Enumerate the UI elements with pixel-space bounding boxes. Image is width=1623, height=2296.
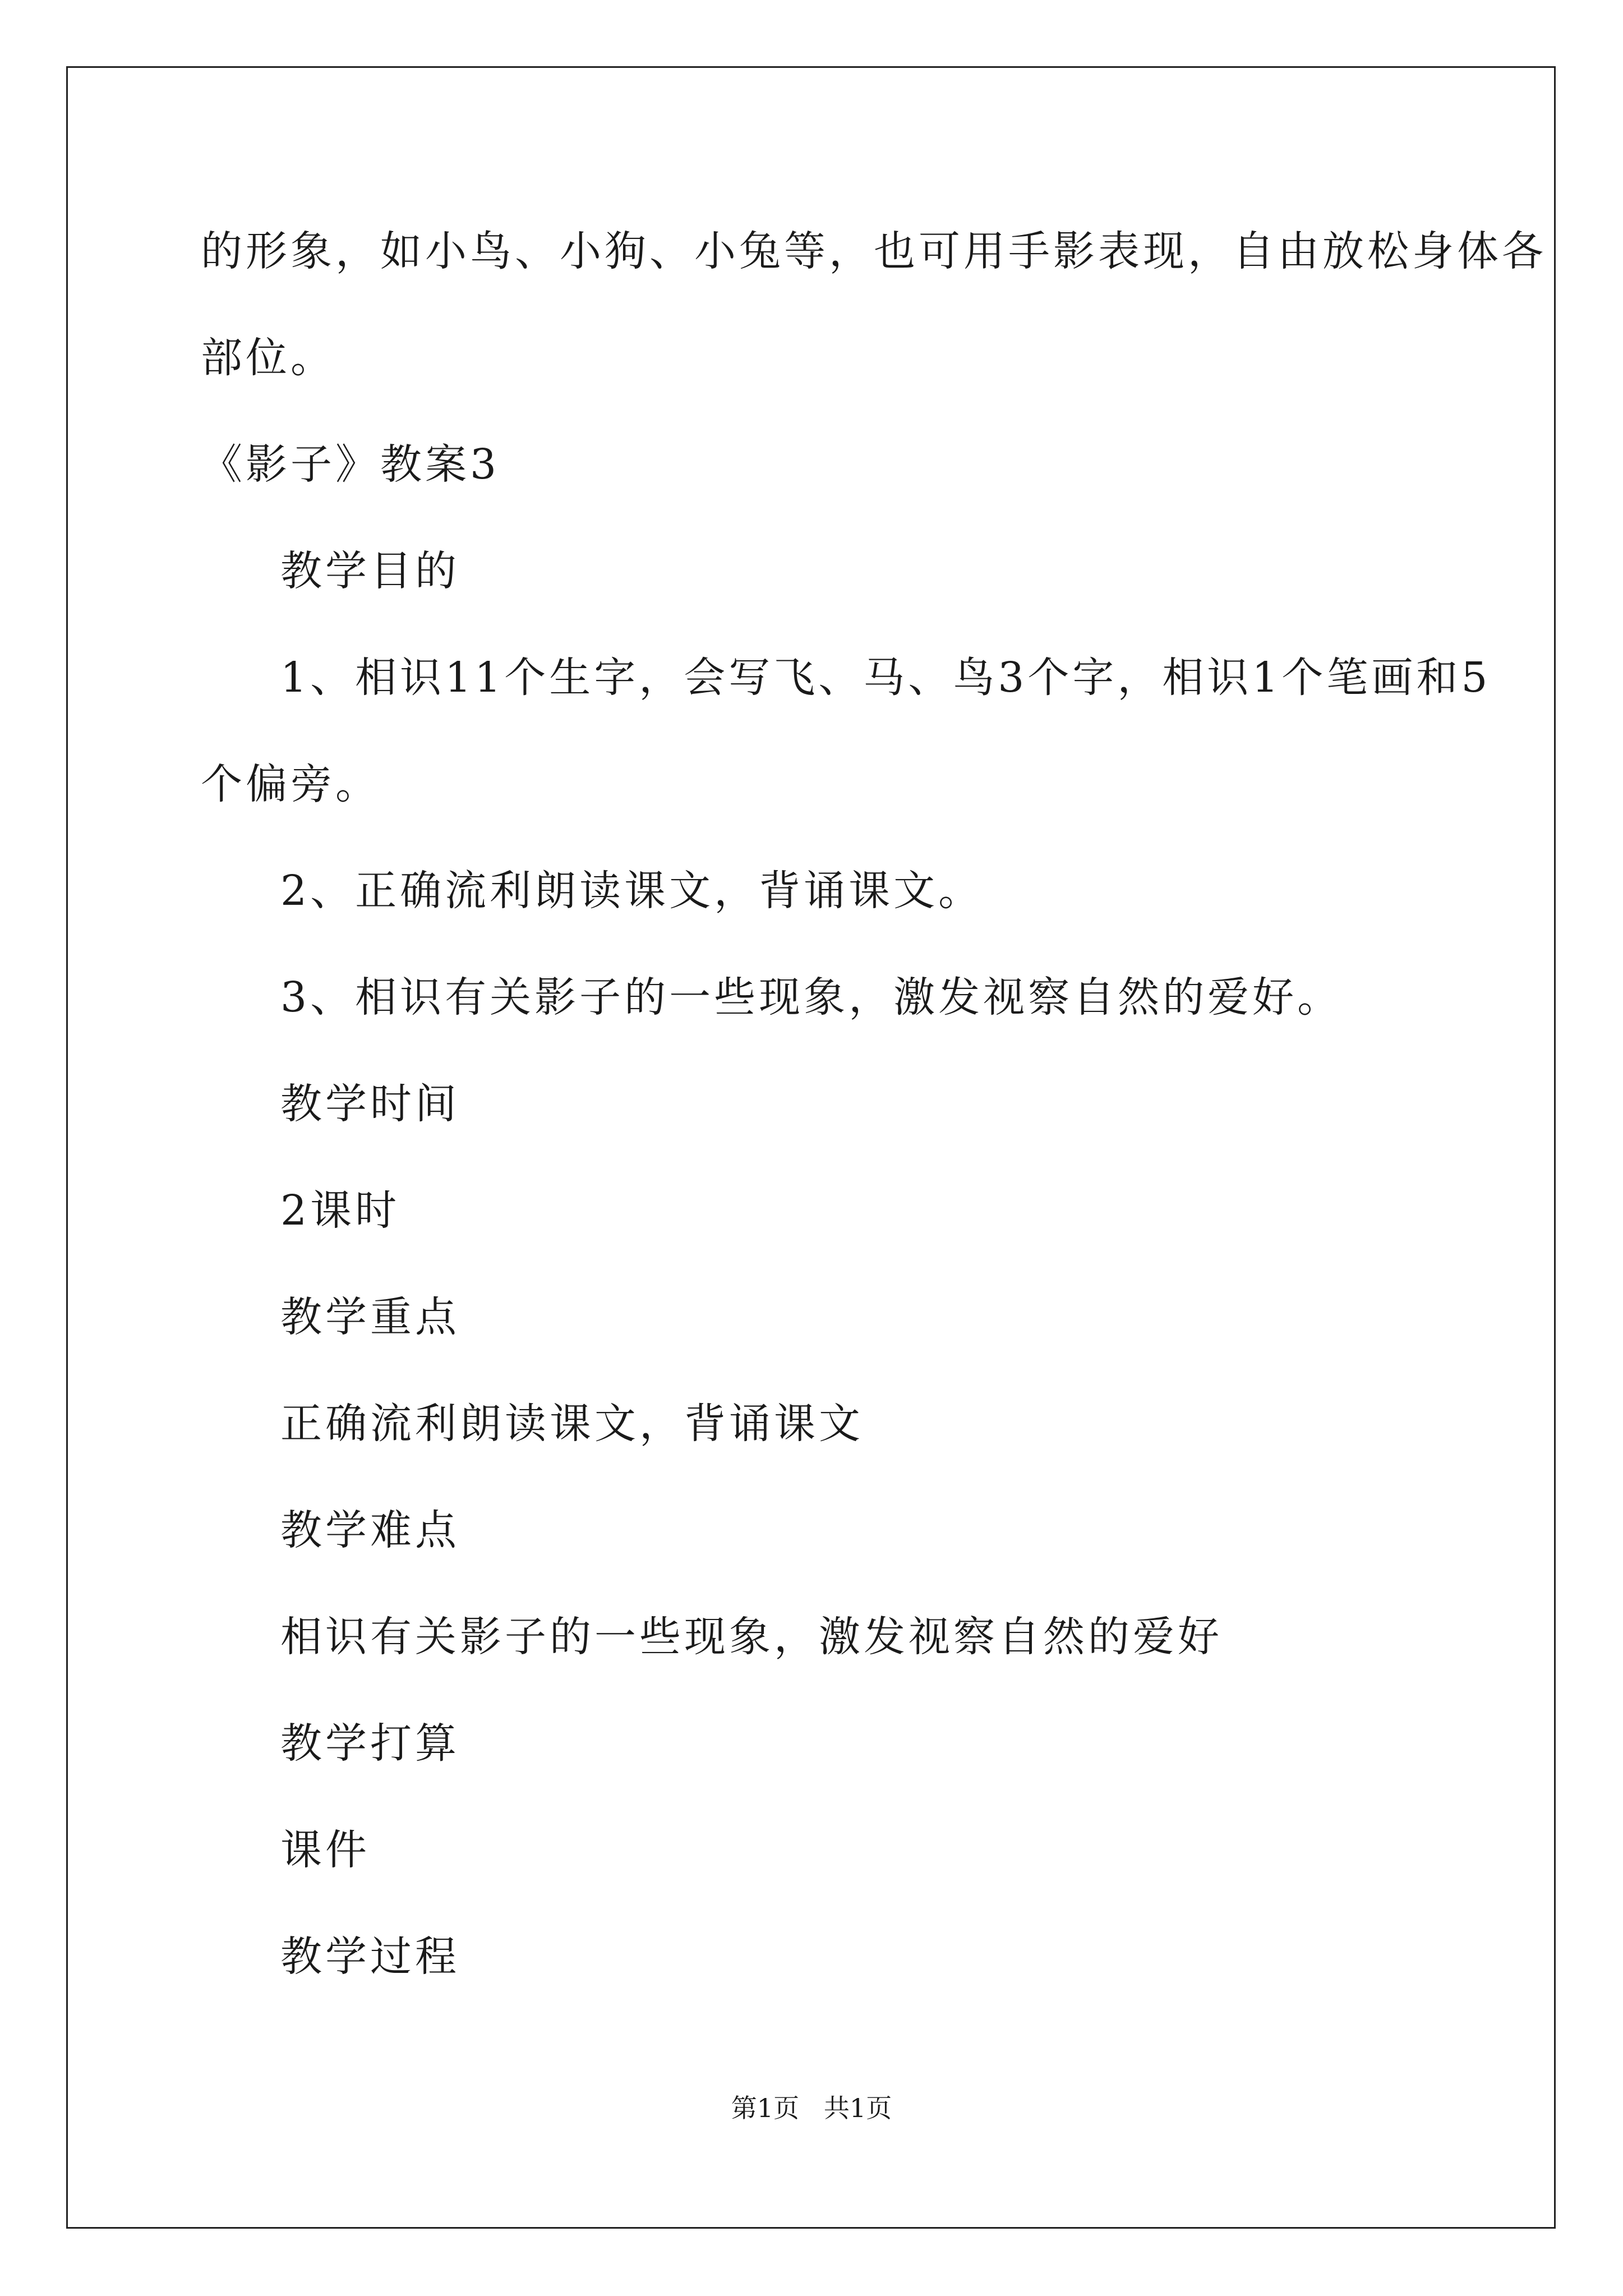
paragraph-line: 1、相识11个生字，会写飞、马、鸟3个字，相识1个笔画和5 [280, 654, 1491, 702]
paragraph-line: 相识有关影子的一些现象，激发视察自然的爱好 [280, 1613, 1223, 1661]
heading-objectives: 教学目的 [280, 547, 460, 595]
paragraph-line: 2、正确流利朗读课文，背诵课文。 [280, 867, 984, 915]
section-title: 《影子》教案3 [201, 440, 500, 489]
paragraph-line: 课件 [280, 1826, 370, 1874]
heading-process: 教学过程 [280, 1932, 460, 1981]
paragraph-line: 3、相识有关影子的一些现象，激发视察自然的爱好。 [280, 973, 1343, 1022]
page-indicator: 第1页 共1页 [731, 2093, 892, 2123]
heading-key-points: 教学重点 [280, 1293, 460, 1341]
page-frame [66, 66, 1556, 2229]
heading-difficulties: 教学难点 [280, 1506, 460, 1554]
heading-time: 教学时间 [280, 1080, 460, 1128]
paragraph-line: 2课时 [280, 1186, 400, 1235]
paragraph-line: 部位。 [201, 334, 335, 382]
paragraph-line: 个偏旁。 [201, 760, 380, 808]
paragraph-line: 的形象，如小鸟、小狗、小兔等，也可用手影表现，自由放松身体各 [201, 227, 1547, 275]
paragraph-line: 正确流利朗读课文，背诵课文 [280, 1400, 864, 1448]
heading-preparation: 教学打算 [280, 1719, 460, 1768]
